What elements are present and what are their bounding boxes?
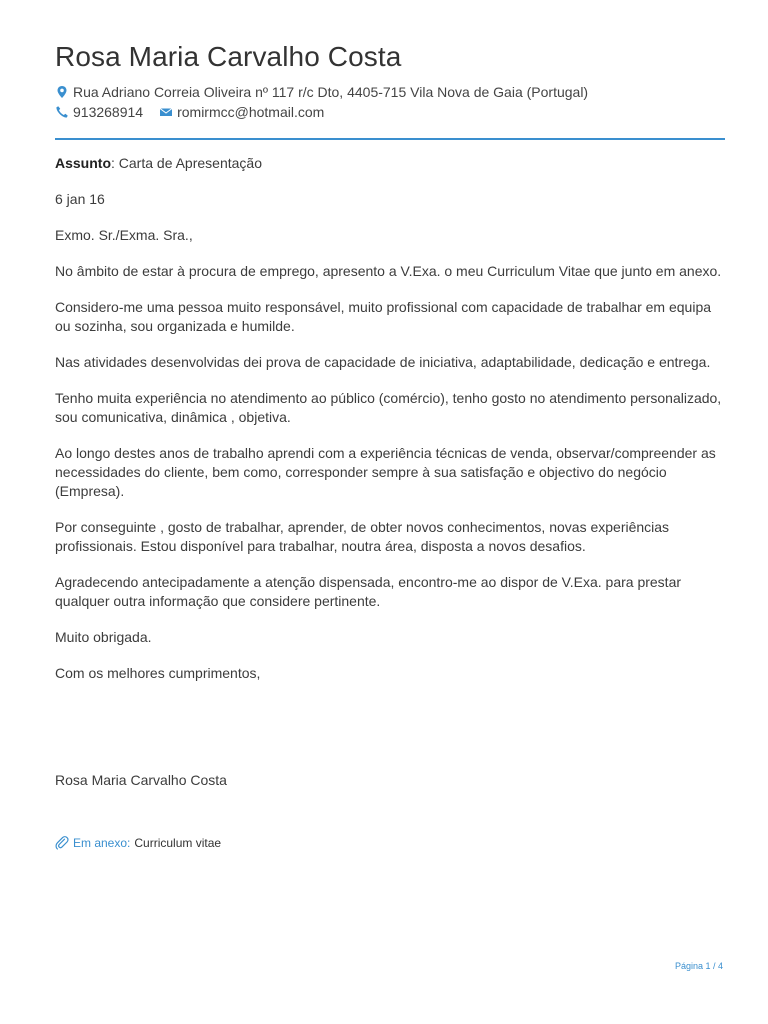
- paperclip-icon: [55, 836, 69, 850]
- letter-body: [55, 154, 725, 700]
- paragraph: Ao longo destes anos de trabalho aprendi com a experiência técnicas de venda, observar/compreender as necessidades do cliente, bem como, corresponder sempre à sua satisfação e objectivo do negócio (Empresa).: [55, 445, 716, 499]
- address-text: Rua Adriano Correia Oliveira nº 117 r/c Dto, 4405-715 Vila Nova de Gaia (Portugal): [73, 84, 589, 100]
- envelope-icon: [159, 105, 173, 119]
- signature: Rosa Maria Carvalho Costa: [55, 772, 227, 788]
- paragraph: No âmbito de estar à procura de emprego, apresento a V.Exa. o meu Curriculum Vitae que junto em anexo.: [55, 263, 722, 279]
- salutation: Exmo. Sr./Exma. Sra.,: [55, 227, 193, 243]
- subject-value: : Carta de Apresentação: [111, 155, 262, 171]
- subject-line: [55, 154, 725, 173]
- phone-text: 913268914: [73, 104, 144, 120]
- header-divider: [55, 138, 725, 140]
- paragraph: Considero-me uma pessoa muito responsável, muito profissional com capacidade de trabalhar em equipa ou sozinha, sou organizada e humilde.: [55, 299, 712, 334]
- attachment-label: Em anexo:: [73, 836, 131, 850]
- letter-date: 6 jan 16: [55, 191, 105, 207]
- phone-email-line: [55, 102, 725, 122]
- paragraph: Por conseguinte , gosto de trabalhar, aprender, de obter novos conhecimentos, novas experiências profissionais. Estou disponível para trabalhar, noutra área, disposta a novos desafios.: [55, 519, 670, 554]
- attachment-value: Curriculum vitae: [134, 836, 222, 850]
- paragraph: Nas atividades desenvolvidas dei prova de capacidade de iniciativa, adaptabilidade, dedicação e entrega.: [55, 354, 711, 370]
- paragraph: Muito obrigada.: [55, 629, 152, 645]
- attachment-line: [55, 835, 221, 851]
- paragraph: Tenho muita experiência no atendimento ao público (comércio), tenho gosto no atendimento personalizado, sou comunicativa, dinâmica , objetiva.: [55, 390, 722, 425]
- map-pin-icon: [55, 85, 69, 99]
- header: [55, 38, 725, 122]
- email-link[interactable]: romirmcc@hotmail.com: [177, 104, 325, 120]
- subject-label: Assunto: [55, 155, 111, 171]
- address-line: [55, 82, 725, 102]
- page-number: Página 1 / 4: [674, 961, 723, 971]
- paragraph: Agradecendo antecipadamente a atenção dispensada, encontro-me ao dispor de V.Exa. para prestar qualquer outra informação que considere pertinente.: [55, 574, 682, 609]
- applicant-name: Rosa Maria Carvalho Costa: [55, 41, 402, 72]
- closing: Com os melhores cumprimentos,: [55, 665, 261, 681]
- phone-icon: [55, 105, 69, 119]
- email-group: [159, 102, 324, 122]
